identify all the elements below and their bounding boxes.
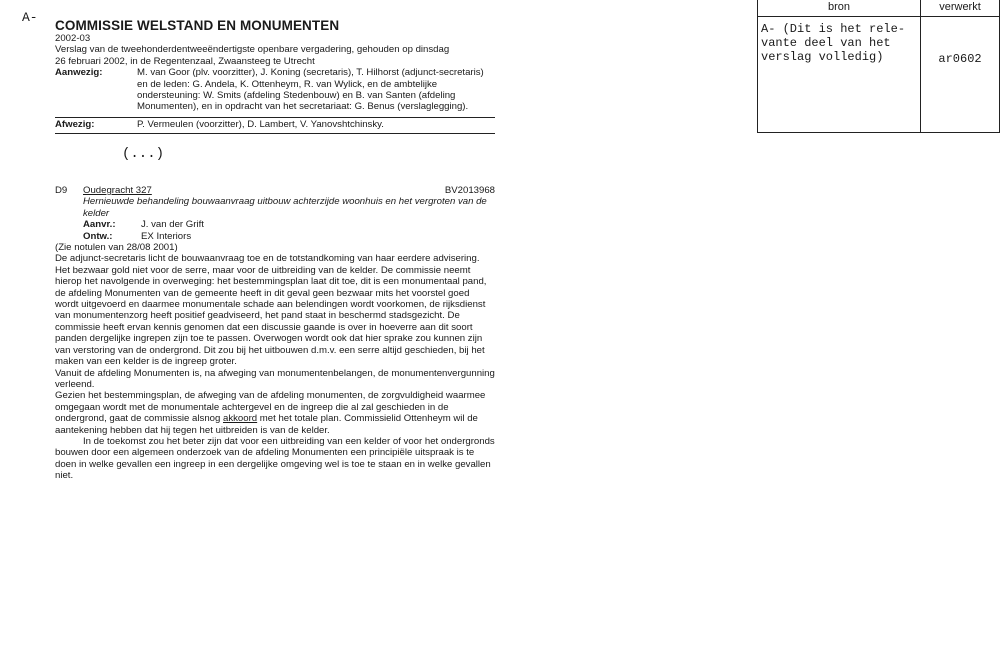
committee-title: COMMISSIE WELSTAND EN MONUMENTEN — [55, 18, 340, 33]
processed-ref: ar0602 — [938, 52, 982, 66]
item-heading — [55, 185, 495, 196]
report-line-1: Verslag van de tweehonderdentweeëndertigste openbare vergadering, gehouden op dinsdag — [55, 44, 450, 56]
omission-ellipsis: (...) — [122, 146, 165, 162]
present-row — [55, 67, 495, 113]
source-table — [757, 0, 1000, 133]
paragraph-4: In de toekomst zou het beter zijn dat voor een uitbreiding van een kelder of voor het ondergronds bouwen door een algemeen onderzoek van de afdeling Monumenten een principiële uitspraak is te doen in welke gevallen een ingreep in een dergelijke omgeving wel is toe te staan en in welke gevallen niet. — [55, 435, 495, 482]
col-source-header: bron — [758, 0, 921, 16]
applicant-row — [83, 219, 495, 230]
absent-value: P. Vermeulen (voorzitter), D. Lambert, V. Yanovshtchinsky. — [137, 118, 384, 130]
present-value: M. van Goor (plv. voorzitter), J. Koning (secretaris), T. Hilhorst (adjunct-secretaris) en de leden: G. Andela, K. Ottenheym, R. van Wylick, en de ambtelijke ondersteuning: W. Smits (afdeling Stedenbouw) en B. van Santen (afdeling Monumenten), en in opdracht van het secretariaat: G. Benus (verslaglegging). — [137, 67, 484, 113]
item-subject: Hernieuwde behandeling bouwaanvraag uitbouw achterzijde woonhuis en het vergroten van de kelder — [83, 196, 487, 219]
paragraph-3-end: met het totale plan. Commissielid Ottenheym wil de aantekening hebben dat hij tegen het uitbreiden is van de kelder. — [55, 413, 478, 436]
decision-akkoord: akkoord — [223, 413, 258, 425]
report-line-2: 26 februari 2002, in de Regentenzaal, Zwaansteeg te Utrecht — [55, 55, 315, 67]
absent-label: Afwezig: — [55, 118, 95, 130]
applicant-label: Aanvr.: — [83, 219, 116, 231]
table-row — [758, 17, 999, 133]
applicant-value: J. van der Grift — [141, 219, 204, 231]
item-number: D9 — [55, 185, 68, 196]
header-divider — [55, 133, 495, 134]
table-header — [758, 0, 999, 17]
absent-row — [55, 117, 495, 130]
page-marker: A- — [22, 10, 38, 25]
item-address: Oudegracht 327 — [83, 185, 152, 196]
minutes-note: (Zie notulen van 28/08 2001) — [55, 242, 178, 254]
document-header — [55, 18, 495, 130]
item-body — [55, 242, 495, 482]
designer-value: EX Interiors — [141, 230, 192, 242]
session-year: 2002-03 — [55, 33, 91, 44]
paragraph-3-start: Gezien het bestemmingsplan, de afweging van de afdeling monumenten, de zorgvuldigheid waarmee omgegaan wordt met de monumentale achtergevel en de ingreep die al zal geschieden in de ondergrond, gaat de commissie alsnog — [55, 390, 486, 425]
designer-label: Ontw.: — [83, 230, 113, 242]
present-label: Aanwezig: — [55, 67, 103, 79]
item-code: BV2013968 — [444, 185, 495, 196]
designer-row — [83, 231, 495, 242]
paragraph-3 — [55, 390, 495, 436]
agenda-item — [55, 185, 495, 482]
paragraph-2: Vanuit de afdeling Monumenten is, na afweging van monumentenbelangen, de monumentenvergunning verleend. — [55, 367, 495, 390]
paragraph-1: De adjunct-secretaris licht de bouwaanvraag toe en de totstandkoming van haar eerdere advisering. Het bezwaar gold niet voor de serre, maar voor de uitbreiding van de kelder. De commissie neemt hierop het navolgende in overweging: het bestemmingsplan laat dit toe, dit is een monumentaal pand, de afdeling Monumenten van de gemeente heeft in dit geval geen bezwaar mits het voorstel goed wordt uitgevoerd en daarmee monumentale schade aan belendingen wordt voorkomen, de rijksdienst van monumentenzorg heeft positief geadviseerd, het pand staat in beschermd stadsgezicht. De commissie heeft ervan kennis genomen dat een discussie gaande is over in hoeverre aan dit soort panden dergelijke ingrepen zijn toe te passen. Overwogen wordt ook dat hier sprake zou kunnen zijn van verstoring van de ondergrond. Dit zou bij het uitbouwen d.m.v. een serre altijd geschieden, bij het maken van een kelder is de ingreep groter. — [55, 253, 487, 368]
col-processed-header: verwerkt — [939, 1, 981, 13]
source-note: A- (Dit is het rele- vante deel van het verslag volledig) — [758, 17, 921, 133]
